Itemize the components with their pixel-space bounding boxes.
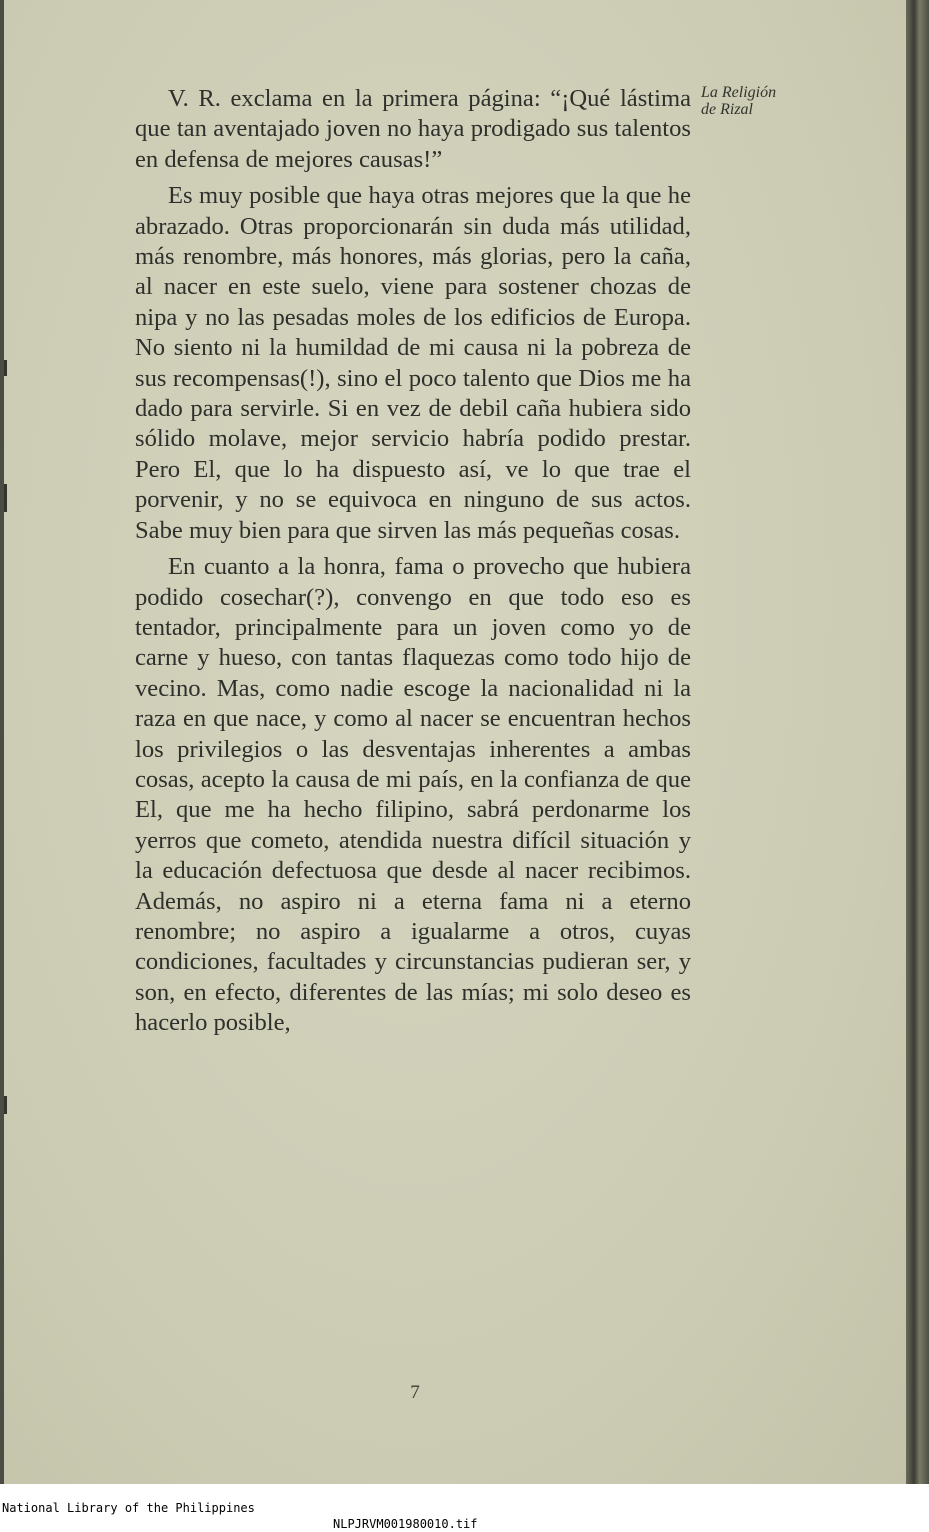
book-binding <box>906 0 929 1484</box>
book-page <box>4 0 906 1484</box>
edge-mark <box>4 484 7 512</box>
file-name: NLPJRVM001980010.tif <box>333 1517 478 1531</box>
paragraph-2: Es muy posible que haya otras mejores que la que he abrazado. Otras proporcionarán sin duda más utilidad, más renombre, más honores, más glorias, pero la caña, al nacer en este suelo, viene para sostener chozas de nipa y no las pesadas moles de los edificios de Europa. No siento ni la humildad de mi causa ni la pobreza de sus recompensas(!), sino el poco talento que Dios me ha dado para servirle. Si en vez de debil caña hubiera sido sólido molave, mejor servicio habría podido prestar. Pero El, que lo ha dispuesto así, ve lo que trae el porvenir, y no se equivoca en ninguno de sus actos. Sabe muy bien para que sirven las más pequeñas cosas. <box>135 182 691 544</box>
margin-note-line-1: La Religión <box>701 84 777 101</box>
margin-note-line-2: de Rizal <box>701 101 753 118</box>
margin-note <box>701 84 851 118</box>
library-name: National Library of the Philippines <box>2 1501 255 1515</box>
page-number: 7 <box>410 1382 420 1403</box>
edge-mark <box>4 1096 7 1114</box>
paragraph-1: V. R. exclama en la primera página: “¡Qué lástima que tan aventajado joven no haya prodigado sus talentos en defensa de mejores causas!” <box>135 85 691 173</box>
edge-mark <box>4 360 7 376</box>
scan-caption <box>0 1484 929 1531</box>
paragraph-3: En cuanto a la honra, fama o provecho que hubiera podido cosechar(?), convengo en que todo eso es tentador, principalmente para un joven como yo de carne y hueso, con tantas flaquezas como todo hijo de vecino. Mas, como nadie escoge la nacionalidad ni la raza en que nace, y como al nacer se encuentran hechos los privilegios o las desventajas inherentes a ambas cosas, acepto la causa de mi país, en la confianza de que El, que me ha hecho filipino, sabrá perdonarme los yerros que cometo, atendida nuestra difícil situación y la educación defectuosa que desde al nacer recibimos. Además, no aspiro ni a eterna fama ni a eterno renombre; no aspiro a igualarme a otros, cuyas condiciones, facultades y circunstancias pudieran ser, y son, en efecto, diferentes de las mías; mi solo deseo es hacerlo posible, <box>135 553 691 1037</box>
body-text <box>135 84 691 1045</box>
